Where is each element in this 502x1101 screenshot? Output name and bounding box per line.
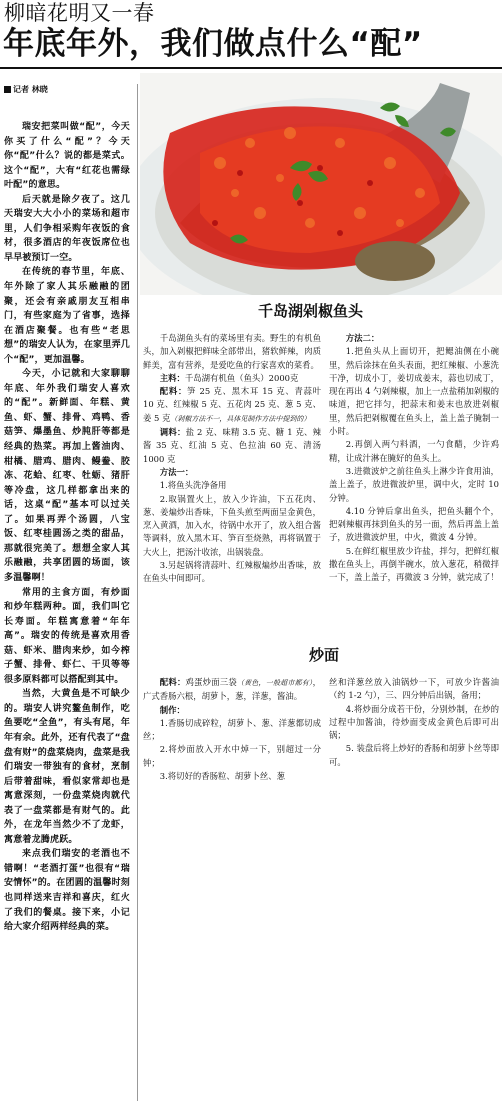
main-ingredients-label: 主料： — [159, 372, 185, 383]
byline — [4, 84, 48, 96]
aux-ingredients-text: 笋 25 克、黑木耳 15 克、青蒜叶 10 克、红辣椒 5 克、五花肉 25 克、葱 5 克、姜 5 克 — [143, 386, 322, 423]
intro-paragraph: 后天就是除夕夜了。这几天瑞安大大小小的菜场和超市里，人们争相采购年夜饭的食材，很多酒店的年夜饭席位也早早被预订一空。 — [4, 194, 130, 263]
recipe1-method1-label: 方法一： — [159, 466, 194, 477]
pre-title: 柳暗花明又一春 — [4, 1, 155, 25]
recipe2-step: 2.将炒面放入开水中焯一下，别超过一分钟； — [143, 744, 321, 768]
recipe2-ingredients-note: （黄色，一般超市都有） — [236, 679, 313, 687]
fish-dish-illustration — [140, 73, 502, 295]
byline-square-icon — [4, 86, 11, 93]
recipe2-ingredients-label: 配料： — [159, 677, 186, 687]
intro-article — [4, 120, 130, 935]
byline-text: 记者 林晓 — [13, 85, 48, 94]
recipe1-seasoning — [143, 426, 321, 466]
recipe1-right-column — [329, 332, 499, 585]
intro-paragraph: 今天，小记就和大家聊聊年底、年外我们瑞安人喜欢的“配”。新鲜面、年糕、黄鱼、虾、蟹、排骨、鸡鸭、香菇笋、爆墨鱼、炒肫肝等都是经典的热菜。再加上酱油肉、柑橘、腊鸡、腊肉、鳗鲞、胶冻、花蛤、红枣、牡蛎、猪肝等冷盘，这几样都拿出来的话，这桌“配”基本可以过关了。如果再弄个汤圆，八宝饭、红枣桂圆汤之类的甜品，那就很完美了。想想全家人其乐融融，共享团圆的场面，该多温馨啊！ — [4, 369, 130, 583]
recipe1-left-column — [143, 332, 321, 586]
main-title: 年底年外，我们做点什么“配” — [3, 26, 423, 62]
recipe2-step: 1.香肠切成碎粒，胡萝卜、葱、洋葱都切成丝； — [143, 717, 321, 742]
intro-paragraph: 常用的主食方面，有炒面和炒年糕两种。面，我们叫它长寿面。年糕寓意着“年年高”。瑞安的传统是喜欢用香菇、虾米、腊肉来炒，如今榨子蟹、排骨、虾仁、干贝等等很多原料都可以搭配到其中。 — [4, 587, 130, 685]
recipe1-method2-step: 2.再倒入两勺料酒，一勺食醋，少许鸡精，让成汁淋在腌好的鱼头上。 — [329, 439, 499, 463]
recipe1-main-ingredients — [143, 372, 321, 385]
title-rule — [0, 67, 502, 69]
intro-paragraph: 当然，大黄鱼是不可缺少的。瑞安人讲究鳌鱼制作，吃鱼要吃“全鱼”，有头有尾，年年有余。此外，还有代表了“盘盘有财”的盘菜烧肉，盘菜是我们瑞安一带独有的食材，烹制后带着甜味，看似家常却也是寓意深刻，一份盘菜烧肉就代表了一盘菜都是有财气的。此外，在龙年当然少不了龙虾，寓意着龙腾虎跃。 — [4, 689, 130, 845]
aux-ingredients-note: （剁椒方法不一，具体见制作方法中提到的） — [170, 414, 311, 423]
recipe2-left-column — [143, 676, 321, 783]
column-divider — [137, 84, 138, 1101]
recipe1-method1-step: 3.另起锅将清蒜叶、红辣椒煸炒出香味，放在鱼头中间即可。 — [143, 560, 321, 584]
recipe2-right-column — [329, 676, 499, 769]
recipe1-method2-step: 3.进微波炉之前往鱼头上淋少许食用油，盖上盖子，放进微波炉里，调中火，定时 10 分钟。 — [329, 465, 499, 503]
recipe1-method1-step: 2.取锅置火上，放入少许油，下五花肉、葱、姜煸炒出香味，下鱼头煎至两面呈金黄色，烹入黄酒，加入水，待锅中水开了，放入组合酱等调料，放入黑木耳、笋百至烧熟，再将锅置于大火上，把汤汁收浓，出锅装盘。 — [143, 493, 321, 557]
main-ingredients-text: 千岛湖有机鱼（鱼头）2000克 — [184, 372, 299, 383]
seasoning-text: 盐 2 克、味精 3.5 克、糖 1 克、辣酱 35 克、红油 5 克、色拉油 60 克、清汤 1000 克 — [143, 427, 322, 464]
seasoning-label: 调料： — [159, 427, 186, 438]
recipe2-step: 丝和洋葱丝放入油锅炒一下，可放少许酱油（约 1-2 勺），三、四分钟后出锅，备用； — [329, 677, 499, 701]
recipe1-method2-label: 方法二： — [345, 333, 380, 343]
recipe1-method1-step: 1.将鱼头洗净备用 — [159, 480, 227, 491]
intro-paragraph: 来点我们瑞安的老酒也不错啊！“老酒打蛋”也很有“瑞安情怀”的。在团圆的温馨时刻也同样送来吉祥和喜庆，红火了我们的餐桌。接下来，小记给大家介绍两样经典的菜。 — [4, 849, 130, 933]
recipe2-step: 3.将切好的香肠粒、胡萝卜丝、葱 — [159, 771, 286, 782]
intro-paragraph: 在传统的春节里，年底、年外除了家人其乐融融的团聚，还会有亲戚朋友互相串门，有些家庭为了省事，选择在酒店聚餐。也有些“老思想”的瑞安人认为，在家里弄几个“配”，更加温馨。 — [4, 267, 130, 365]
recipe1-method2-step: 1.把鱼头从上面切开，把鳃油侧在小碗里，然后涂抹在鱼头表面，把红辣椒、小葱洗干净，切成小丁，姜切成姜末，蒜也切成丁，现在再出 4 勺剁辣椒，加上一点盐稍加剁椒的味道，把它拌匀，把蒜末和姜末也放进剁椒里，然后把剁椒覆在鱼头上，盖上盖子腌制一小时。 — [329, 346, 499, 437]
fish-head-photo — [140, 73, 502, 295]
recipe1-method2-step: 5.在鲜红椒里放少许盐，拌匀，把鲜红椒撒在鱼头上，再倒半碗水，放入葱花，稍微拌一下，盖上盖子，再微波 3 分钟，就完成了！ — [329, 545, 499, 583]
recipe2-step: 5. 装盘后将上炒好的香肠和胡萝卜丝等即可。 — [329, 743, 499, 767]
recipe2-step: 4.将炒面分成若干份，分别炒制，在炒的过程中加酱油，待炒面变成金黄色后即可出锅； — [329, 703, 499, 741]
recipe1-intro: 千岛湖鱼头有的菜场里有卖。野生的有机鱼头，加入剁椒把鲜味全部带出，猪软鲜辣，肉质鲜美，富有营养，是爱吃鱼的行家喜欢的菜肴。 — [143, 333, 321, 370]
recipe2-title: 炒面 — [309, 646, 340, 664]
intro-paragraph: 瑞安把菜叫做“配”，今天你买了什么“配”？今天你“配”什么？说的都是菜式。这个“配”，大有“红花也需绿叶配”的意思。 — [4, 122, 130, 191]
recipe1-aux-ingredients — [143, 385, 321, 426]
recipe2-ingredients: 配料：鸡蛋炒面三袋（黄色，一般超市都有），广式香肠六根，胡萝卜，葱，洋葱，酱油。 — [143, 677, 322, 702]
recipe1-title: 千岛湖剁椒鱼头 — [258, 302, 364, 320]
aux-ingredients-label: 配料： — [159, 386, 188, 397]
recipe1-method2-step: 4.10 分钟后拿出鱼头，把鱼头翻个个，把剁辣椒再抹到鱼头的另一面，然后再盖上盖子，放进微波炉里，中火，微波 4 分钟。 — [329, 505, 499, 543]
recipe2-method-label: 制作： — [159, 704, 185, 715]
